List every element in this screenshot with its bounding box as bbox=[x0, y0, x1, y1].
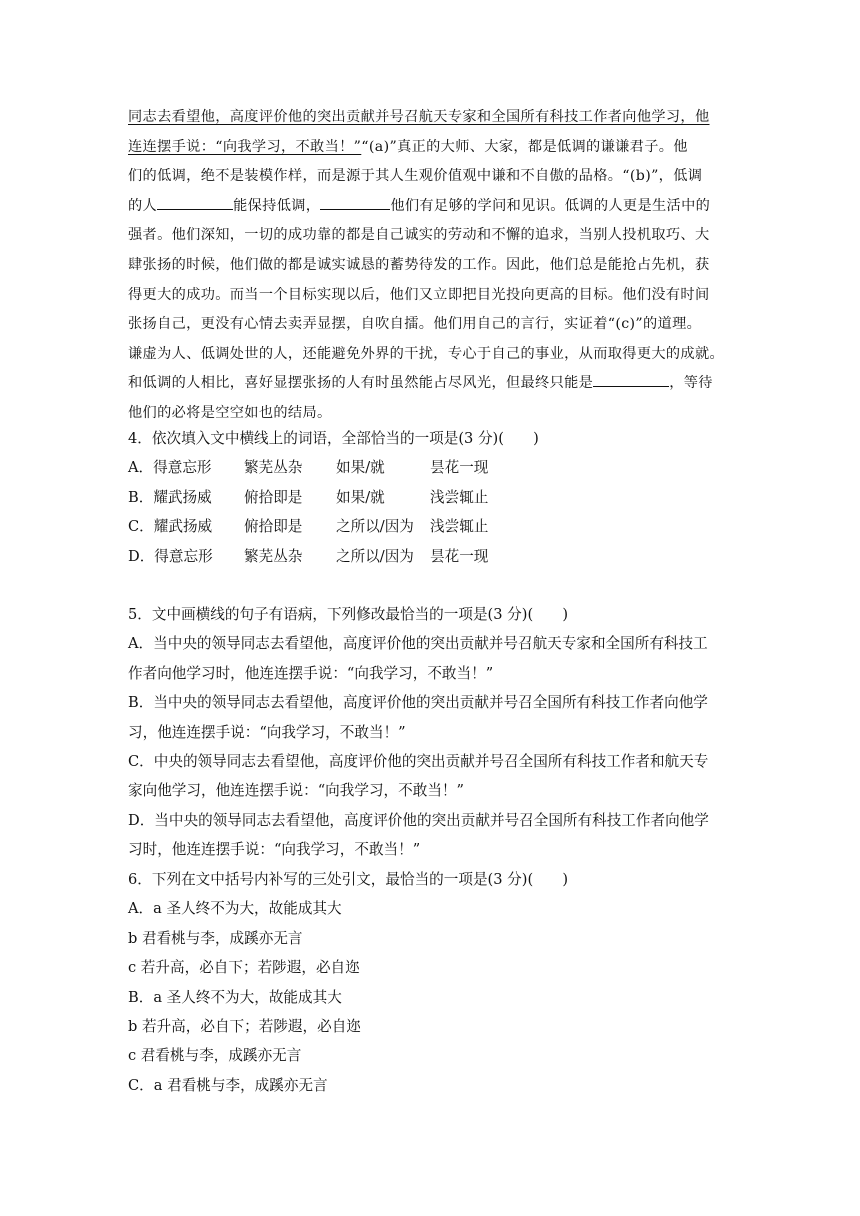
option-line: B．当中央的领导同志去看望他，高度评价他的突出贡献并号召全国所有科技工作者向他学 bbox=[128, 694, 708, 712]
question-4 bbox=[128, 424, 743, 571]
fill-blank-2 bbox=[157, 195, 233, 210]
option-c: C．耀武扬威 俯拾即是 之所以/因为 浅尝辄止 bbox=[128, 518, 489, 536]
fill-blank-4 bbox=[593, 372, 669, 387]
underlined-sentence-part2: 连连摆手说：“向我学习，不敢当！” bbox=[128, 138, 362, 155]
passage-line: 和低调的人相比，喜好显摆张扬的人有时虽然能占尽风光，但最终只能是 ，等待 bbox=[128, 369, 734, 399]
option-line: c 若升高，必自下；若陟遐，必自迩 bbox=[128, 959, 360, 977]
passage-line: 的人 能保持低调， 他们有足够的学问和见识。低调的人更是生活中的 bbox=[128, 192, 734, 222]
passage-line: 得更大的成功。而当一个目标实现以后，他们又立即把目光投向更高的目标。他们没有时间 bbox=[128, 286, 710, 303]
option-a: A．得意忘形 繁芜丛杂 如果/就 昙花一现 bbox=[128, 459, 489, 477]
reading-passage bbox=[128, 103, 734, 429]
option-b: B．耀武扬威 俯拾即是 如果/就 浅尝辄止 bbox=[128, 488, 489, 506]
option-line: 习时，他连连摆手说：“向我学习，不敢当！” bbox=[128, 841, 421, 859]
passage-line: 们的低调，绝不是装模作样，而是源于其人生观价值观中谦和不自傲的品格。“(b)”，低调 bbox=[128, 168, 703, 185]
passage-line: 肆张扬的时候，他们做的都是诚实诚恳的蓄势待发的工作。因此，他们总是能抢占先机，获 bbox=[128, 256, 710, 273]
fill-blank-3 bbox=[320, 195, 390, 210]
question-6 bbox=[128, 865, 743, 1100]
question-stem: 5．文中画横线的句子有语病，下列修改最恰当的一项是(3 分)( ) bbox=[128, 606, 569, 623]
option-line: A．a 圣人终不为大，故能成其大 bbox=[128, 900, 342, 918]
option-line: 作者向他学习时，他连连摆手说：“向我学习，不敢当！” bbox=[128, 664, 494, 682]
option-line: c 君看桃与李，成蹊亦无言 bbox=[128, 1047, 302, 1065]
option-line: D．当中央的领导同志去看望他，高度评价他的突出贡献并号召全国所有科技工作者向他学 bbox=[128, 811, 709, 829]
question-5 bbox=[128, 600, 743, 865]
passage-line: 张扬自己，更没有心情去卖弄显摆，自吹自擂。他们用自己的言行，实证着“(c)”的道理。 bbox=[128, 316, 702, 333]
underlined-sentence-part1: 同志去看望他，高度评价他的突出贡献并号召航天专家和全国所有科技工作者向他学习，他 bbox=[128, 109, 710, 125]
option-line: B．a 圣人终不为大，故能成其大 bbox=[128, 988, 342, 1006]
option-line: b 若升高，必自下；若陟遐，必自迩 bbox=[128, 1018, 361, 1036]
passage-line: 他们的必将是空空如也的结局。 bbox=[128, 404, 332, 421]
passage-line: 谦虚为人、低调处世的人，还能避免外界的干扰，专心于自己的事业，从而取得更大的成就。 bbox=[128, 345, 725, 362]
passage-line bbox=[128, 103, 734, 133]
option-line: 家向他学习，他连连摆手说：“向我学习，不敢当！” bbox=[128, 782, 464, 800]
question-stem: 6．下列在文中括号内补写的三处引文，最恰当的一项是(3 分)( ) bbox=[128, 871, 569, 888]
option-line: 习，他连连摆手说：“向我学习，不敢当！” bbox=[128, 723, 406, 741]
passage-line: 强者。他们深知，一切的成功靠的都是自己诚实的劳动和不懈的追求，当别人投机取巧、大 bbox=[128, 227, 710, 244]
option-line: b 君看桃与李，成蹊亦无言 bbox=[128, 929, 303, 947]
option-d: D．得意忘形 繁芜丛杂 之所以/因为 昙花一现 bbox=[128, 547, 489, 565]
option-line: A．当中央的领导同志去看望他，高度评价他的突出贡献并号召航天专家和全国所有科技工 bbox=[128, 635, 708, 653]
option-line: C．中央的领导同志去看望他，高度评价他的突出贡献并号召全国所有科技工作者和航天专 bbox=[128, 753, 709, 771]
option-line: C．a 君看桃与李，成蹊亦无言 bbox=[128, 1076, 328, 1094]
passage-line: 连连摆手说：“向我学习，不敢当！”“(a)”真正的大师、大家，都是低调的谦谦君子。他 bbox=[128, 138, 688, 155]
question-stem: 4．依次填入文中横线上的词语，全部恰当的一项是(3 分)( ) bbox=[128, 430, 539, 447]
